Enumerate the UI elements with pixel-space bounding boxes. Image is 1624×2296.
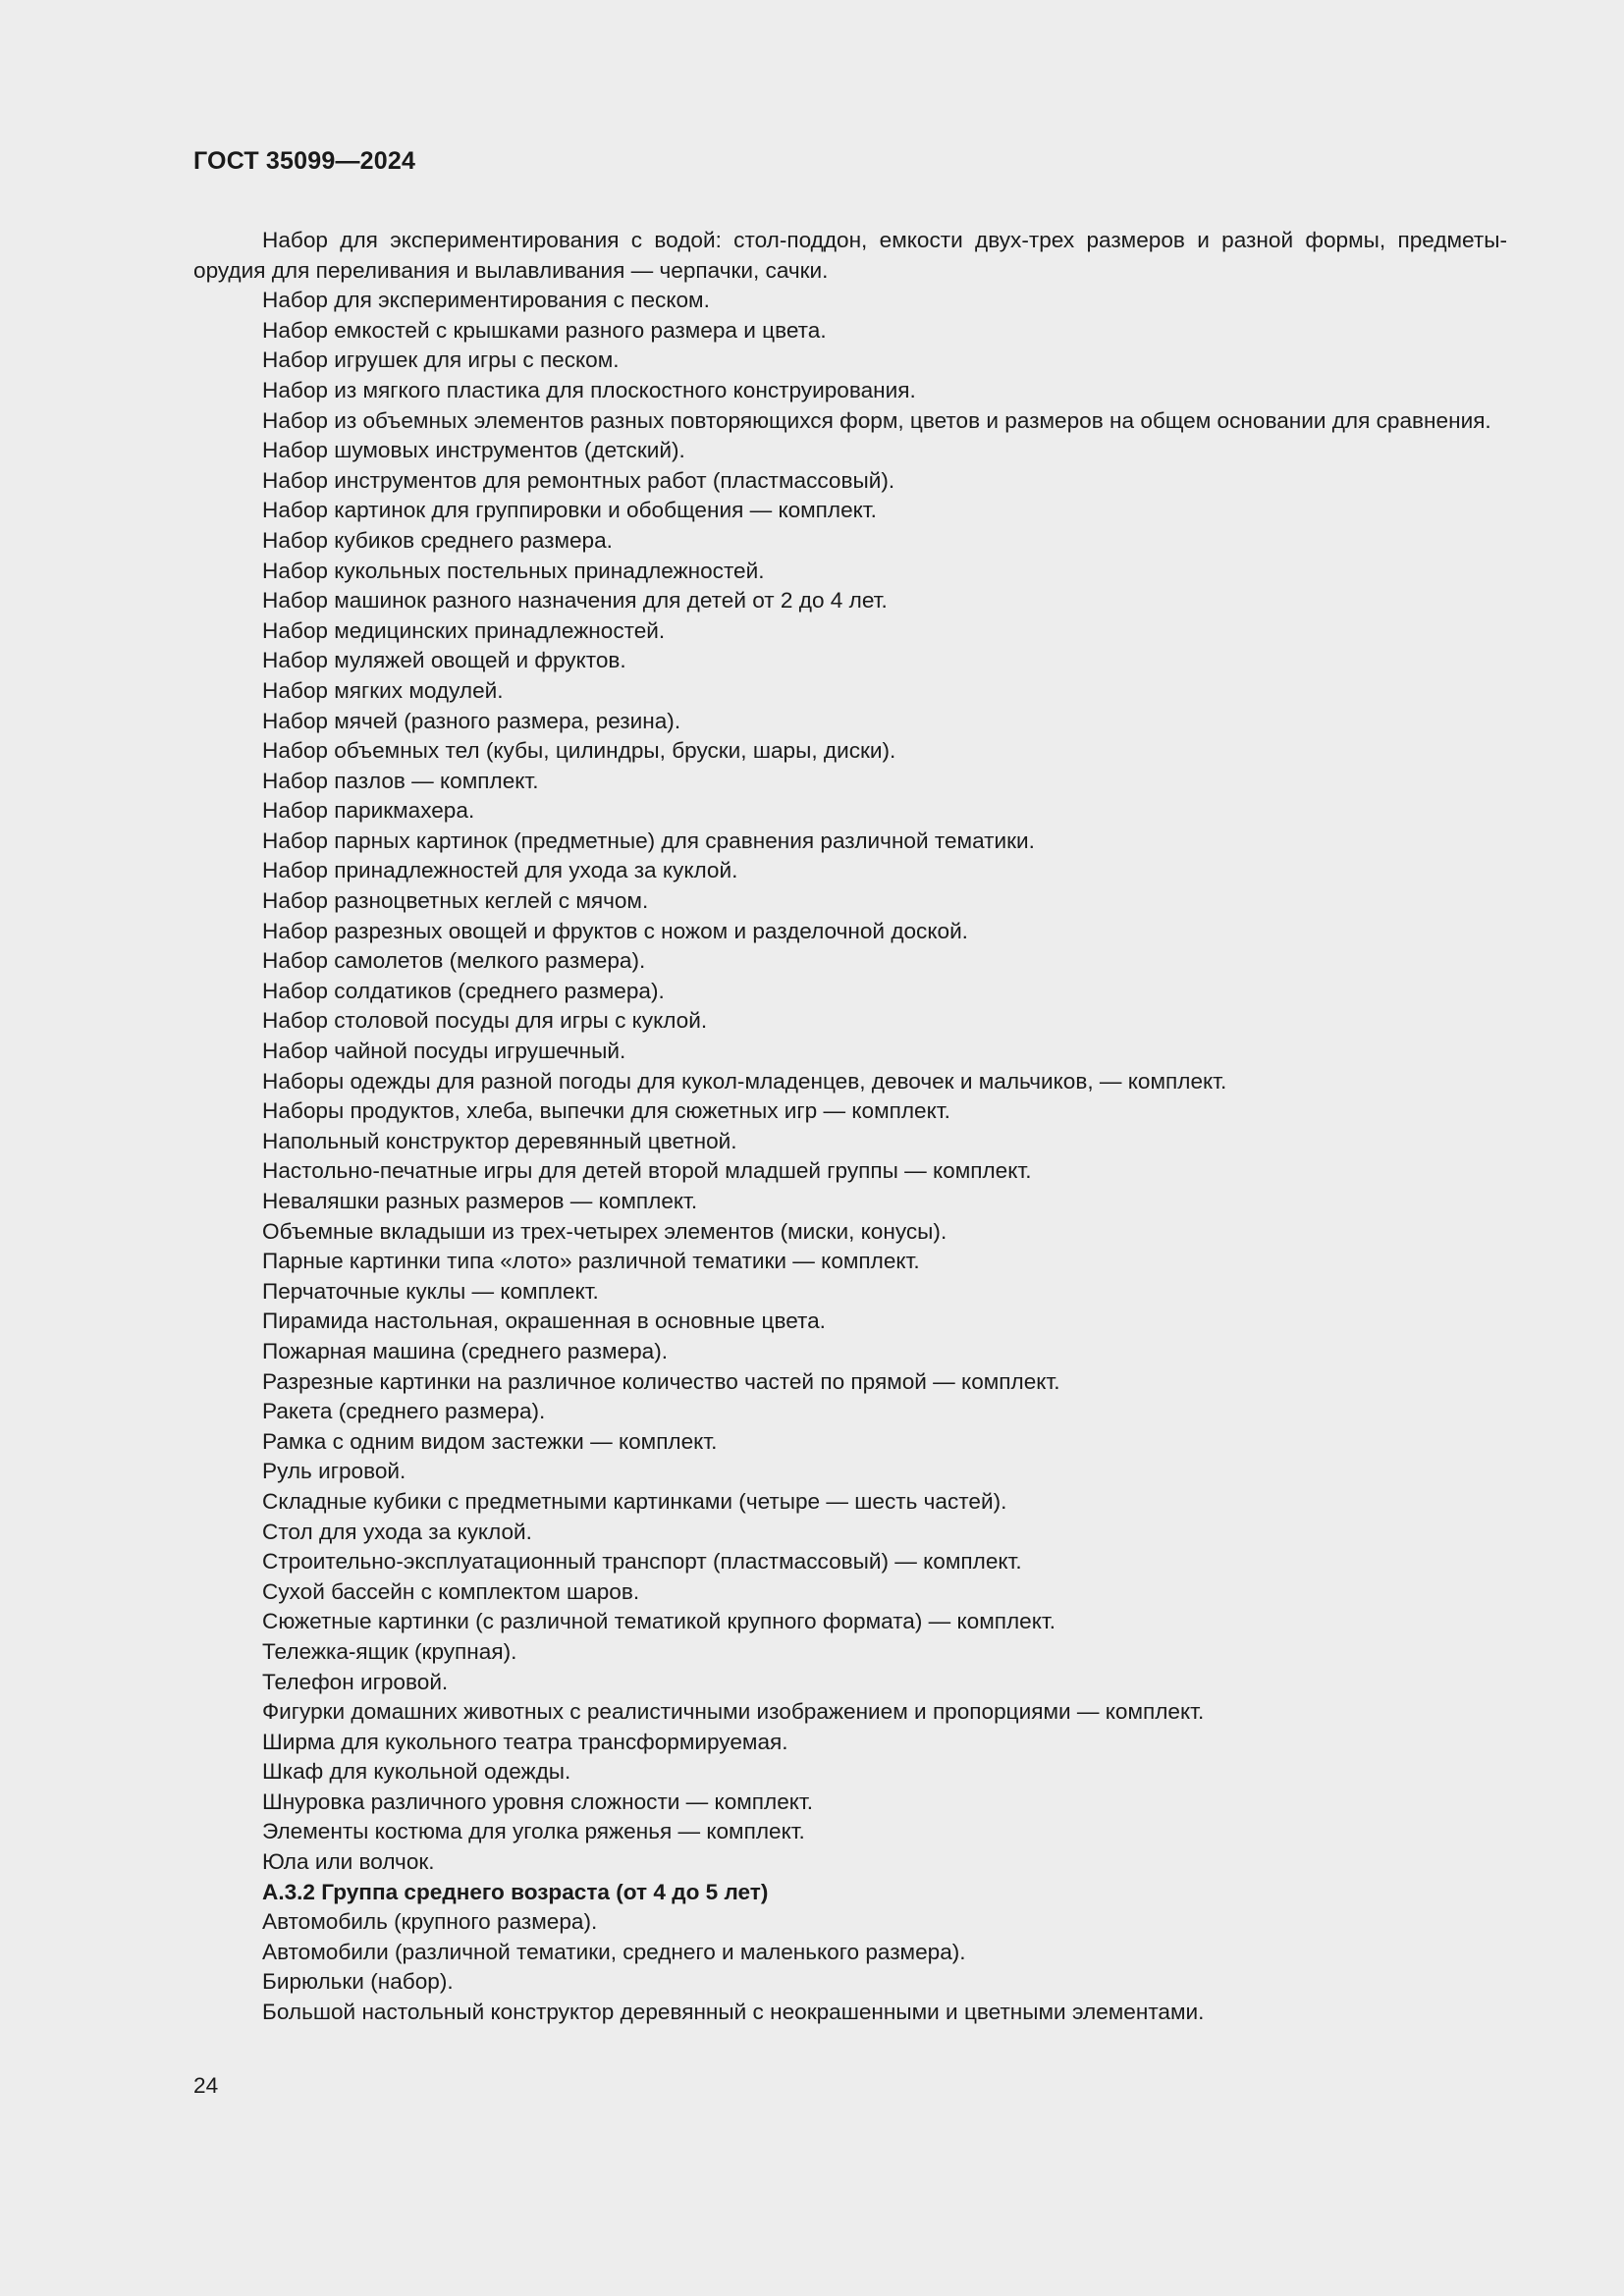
list-item: Строительно-эксплуатационный транспорт (пластмассовый) — комплект. (262, 1549, 1022, 1575)
list-item: Неваляшки разных размеров — комплект. (262, 1189, 698, 1213)
list-item: Сюжетные картинки (с различной тематикой крупного формата) — комплект. (262, 1609, 1056, 1634)
list-item: Набор столовой посуды для игры с куклой. (262, 1008, 708, 1034)
list-item: Сухой бассейн с комплектом шаров. (262, 1578, 640, 1604)
list-item: Автомобиль (крупного размера). (262, 1909, 598, 1935)
list-item: Набор кукольных постельных принадлежностей. (262, 558, 765, 583)
item-list (193, 226, 1507, 1878)
list-item: Набор объемных тел (кубы, цилиндры, бруски, шары, диски). (262, 738, 896, 764)
list-item: Напольный конструктор деревянный цветной. (262, 1128, 737, 1153)
list-item: Автомобили (различной тематики, среднего и маленького размера). (262, 1939, 966, 1964)
list-item: Набор для экспериментирования с водой: стол-поддон, емкости двух-трех размеров и разной формы, предметы-орудия для переливания и вылавливания — черпачки, сачки. (193, 228, 1507, 283)
section-heading: А.3.2 Группа среднего возраста (от 4 до 5 лет) (262, 1879, 769, 1904)
list-item: Стол для ухода за куклой. (262, 1519, 532, 1544)
list-item: Наборы одежды для разной погоды для кукол-младенцев, девочек и мальчиков, — комплект. (262, 1068, 1227, 1094)
list-item: Набор самолетов (мелкого размера). (262, 948, 646, 974)
page-number: 24 (193, 2073, 219, 2098)
document-body (193, 226, 1507, 2028)
list-item: Юла или волчок. (262, 1849, 435, 1875)
list-item: Набор медицинских принадлежностей. (262, 617, 666, 643)
list-item: Ширма для кукольного театра трансформируемая. (262, 1729, 788, 1754)
list-item: Разрезные картинки на различное количество частей по прямой — комплект. (262, 1368, 1060, 1394)
list-item: Набор разрезных овощей и фруктов с ножом и разделочной доской. (262, 918, 968, 943)
list-item: Набор пазлов — комплект. (262, 768, 539, 793)
list-item: Набор игрушек для игры с песком. (262, 347, 620, 373)
list-item: Ракета (среднего размера). (262, 1399, 546, 1424)
list-item: Набор муляжей овощей и фруктов. (262, 648, 626, 673)
list-item: Шнуровка различного уровня сложности — комплект. (262, 1789, 814, 1814)
list-item: Набор машинок разного назначения для детей от 2 до 4 лет. (262, 588, 888, 614)
list-item: Бирюльки (набор). (262, 1969, 454, 1995)
list-item: Тележка-ящик (крупная). (262, 1638, 517, 1664)
list-item: Парные картинки типа «лото» различной тематики — комплект. (262, 1249, 920, 1274)
list-item: Перчаточные куклы — комплект. (262, 1278, 599, 1304)
list-item: Набор картинок для группировки и обобщения — комплект. (262, 498, 877, 523)
list-item: Набор принадлежностей для ухода за куклой. (262, 858, 738, 883)
list-item: Набор для экспериментирования с песком. (262, 288, 710, 313)
list-item: Набор из мягкого пластика для плоскостного конструирования. (262, 377, 916, 402)
list-item: Складные кубики с предметными картинками (четыре — шесть частей). (262, 1488, 1007, 1514)
list-item: Набор кубиков среднего размера. (262, 527, 613, 553)
list-item: Шкаф для кукольной одежды. (262, 1759, 571, 1785)
list-item: Набор из объемных элементов разных повторяющихся форм, цветов и размеров на общем основании для сравнения. (262, 407, 1491, 433)
list-item: Набор мячей (разного размера, резина). (262, 708, 681, 733)
section-item-list (193, 1907, 1507, 2027)
list-item: Набор емкостей с крышками разного размера и цвета. (262, 317, 827, 343)
list-item: Набор разноцветных кеглей с мячом. (262, 888, 649, 914)
list-item: Фигурки домашних животных с реалистичными изображением и пропорциями — комплект. (262, 1699, 1205, 1725)
list-item: Набор солдатиков (среднего размера). (262, 978, 665, 1003)
list-item: Элементы костюма для уголка ряженья — комплект. (262, 1819, 805, 1844)
document-header: ГОСТ 35099—2024 (193, 147, 416, 175)
list-item: Набор парикмахера. (262, 798, 475, 824)
list-item: Набор мягких модулей. (262, 677, 504, 703)
list-item: Рамка с одним видом застежки — комплект. (262, 1428, 718, 1454)
list-item: Объемные вкладыши из трех-четырех элементов (миски, конусы). (262, 1218, 947, 1244)
list-item: Набор инструментов для ремонтных работ (пластмассовый). (262, 467, 895, 493)
list-item: Пожарная машина (среднего размера). (262, 1338, 669, 1363)
list-item: Набор шумовых инструментов (детский). (262, 438, 685, 463)
list-item: Большой настольный конструктор деревянный с неокрашенными и цветными элементами. (262, 2000, 1205, 2025)
list-item: Телефон игровой. (262, 1669, 449, 1694)
list-item: Пирамида настольная, окрашенная в основные цвета. (262, 1308, 826, 1334)
list-item: Настольно-печатные игры для детей второй младшей группы — комплект. (262, 1158, 1032, 1184)
list-item: Наборы продуктов, хлеба, выпечки для сюжетных игр — комплект. (262, 1098, 950, 1124)
list-item: Набор парных картинок (предметные) для сравнения различной тематики. (262, 828, 1035, 853)
list-item: Руль игровой. (262, 1459, 406, 1484)
list-item: Набор чайной посуды игрушечный. (262, 1039, 626, 1064)
